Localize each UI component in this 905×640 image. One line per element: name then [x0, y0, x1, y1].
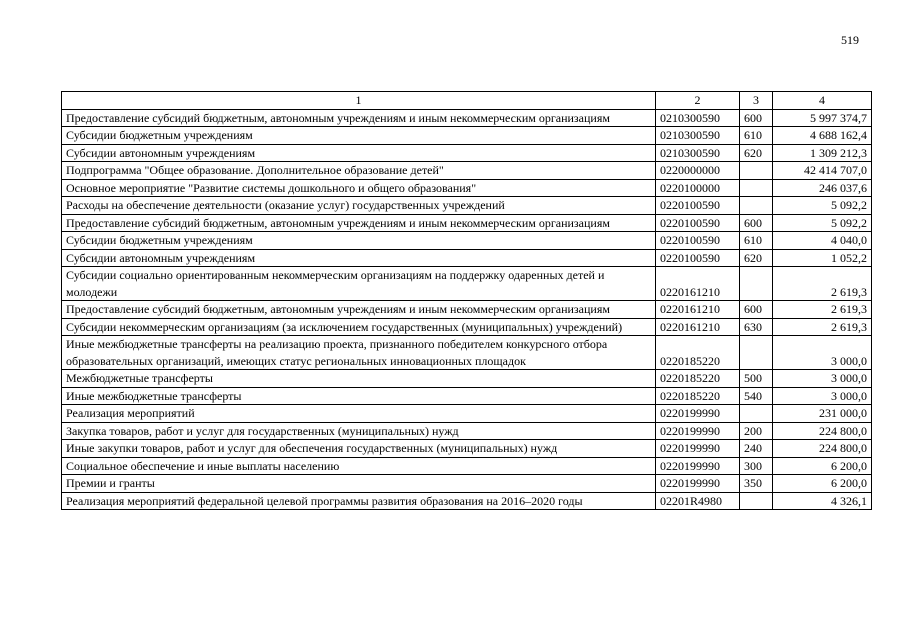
row-name-cell: Подпрограмма "Общее образование. Дополнительное образование детей" — [62, 162, 656, 180]
row-name-cell: Закупка товаров, работ и услуг для государственных (муниципальных) нужд — [62, 422, 656, 440]
row-type-cell: 620 — [740, 249, 773, 267]
table-row — [62, 144, 872, 162]
row-name-cell: Предоставление субсидий бюджетным, автономным учреждениям и иным некоммерческим организациям — [62, 214, 656, 232]
row-type-cell: 200 — [740, 422, 773, 440]
table-row — [62, 214, 872, 232]
row-code-cell: 0220100590 — [656, 197, 740, 215]
row-type-cell: 610 — [740, 232, 773, 250]
row-sum-cell: 6 200,0 — [773, 457, 872, 475]
row-type-cell: 500 — [740, 370, 773, 388]
row-type-cell: 620 — [740, 144, 773, 162]
row-type-cell: 540 — [740, 387, 773, 405]
row-code-cell: 0220161210 — [656, 301, 740, 319]
row-code-cell: 0220199990 — [656, 422, 740, 440]
row-code-cell: 0220100590 — [656, 214, 740, 232]
row-type-cell: 610 — [740, 127, 773, 145]
row-name-cell: Основное мероприятие "Развитие системы дошкольного и общего образования" — [62, 179, 656, 197]
table-row — [62, 387, 872, 405]
row-sum-cell: 4 326,1 — [773, 492, 872, 510]
row-type-cell — [740, 267, 773, 301]
row-name-cell: Субсидии автономным учреждениям — [62, 249, 656, 267]
row-type-cell: 600 — [740, 109, 773, 127]
table-row — [62, 422, 872, 440]
row-code-cell: 0220199990 — [656, 457, 740, 475]
row-code-cell: 0220185220 — [656, 370, 740, 388]
page-number: 519 — [841, 33, 859, 47]
table-row — [62, 370, 872, 388]
header-col-4: 4 — [773, 92, 872, 110]
budget-table-body — [62, 92, 872, 510]
row-type-cell — [740, 492, 773, 510]
row-sum-cell: 2 619,3 — [773, 318, 872, 336]
row-sum-cell: 4 040,0 — [773, 232, 872, 250]
table-row — [62, 336, 872, 370]
row-sum-cell: 246 037,6 — [773, 179, 872, 197]
row-sum-cell: 231 000,0 — [773, 405, 872, 423]
table-row — [62, 232, 872, 250]
row-type-cell — [740, 179, 773, 197]
table-row — [62, 492, 872, 510]
row-sum-cell: 2 619,3 — [773, 267, 872, 301]
row-sum-cell: 5 092,2 — [773, 197, 872, 215]
row-code-cell: 0210300590 — [656, 144, 740, 162]
row-code-cell: 0220199990 — [656, 405, 740, 423]
row-code-cell: 0220100590 — [656, 249, 740, 267]
row-sum-cell: 1 309 212,3 — [773, 144, 872, 162]
row-sum-cell: 3 000,0 — [773, 387, 872, 405]
row-sum-cell: 5 997 374,7 — [773, 109, 872, 127]
row-type-cell — [740, 405, 773, 423]
row-name-cell: Предоставление субсидий бюджетным, автономным учреждениям и иным некоммерческим организациям — [62, 301, 656, 319]
row-name-cell: Реализация мероприятий — [62, 405, 656, 423]
table-row — [62, 197, 872, 215]
row-code-cell: 0210300590 — [656, 109, 740, 127]
row-type-cell: 600 — [740, 301, 773, 319]
row-type-cell — [740, 197, 773, 215]
row-name-cell: Субсидии бюджетным учреждениям — [62, 232, 656, 250]
table-row — [62, 301, 872, 319]
row-code-cell: 0220161210 — [656, 267, 740, 301]
header-col-1: 1 — [62, 92, 656, 110]
table-row — [62, 162, 872, 180]
header-col-2: 2 — [656, 92, 740, 110]
row-name-cell: Иные закупки товаров, работ и услуг для обеспечения государственных (муниципальных) нужд — [62, 440, 656, 458]
row-name-cell: Реализация мероприятий федеральной целевой программы развития образования на 2016–2020 годы — [62, 492, 656, 510]
row-name-cell: Иные межбюджетные трансферты на реализацию проекта, признанного победителем конкурсного отбора образовательных организаций, имеющих статус региональных инновационных площадок — [62, 336, 656, 370]
budget-table — [61, 91, 872, 510]
row-type-cell: 300 — [740, 457, 773, 475]
table-row — [62, 179, 872, 197]
row-type-cell: 350 — [740, 475, 773, 493]
row-name-cell: Социальное обеспечение и иные выплаты населению — [62, 457, 656, 475]
row-sum-cell: 1 052,2 — [773, 249, 872, 267]
row-name-cell: Субсидии социально ориентированным некоммерческим организациям на поддержку одаренных детей и молодежи — [62, 267, 656, 301]
row-sum-cell: 2 619,3 — [773, 301, 872, 319]
row-name-cell: Субсидии некоммерческим организациям (за исключением государственных (муниципальных) учреждений) — [62, 318, 656, 336]
row-type-cell: 240 — [740, 440, 773, 458]
row-code-cell: 0220100590 — [656, 232, 740, 250]
row-code-cell: 0220161210 — [656, 318, 740, 336]
row-name-cell: Премии и гранты — [62, 475, 656, 493]
row-code-cell: 0220100000 — [656, 179, 740, 197]
row-sum-cell: 6 200,0 — [773, 475, 872, 493]
header-row — [62, 92, 872, 110]
row-code-cell: 0220185220 — [656, 387, 740, 405]
table-row — [62, 249, 872, 267]
row-code-cell: 02201R4980 — [656, 492, 740, 510]
table-row — [62, 109, 872, 127]
row-code-cell: 0220199990 — [656, 440, 740, 458]
table-row — [62, 267, 872, 301]
row-type-cell — [740, 336, 773, 370]
row-sum-cell: 42 414 707,0 — [773, 162, 872, 180]
row-code-cell: 0220000000 — [656, 162, 740, 180]
table-row — [62, 405, 872, 423]
row-sum-cell: 5 092,2 — [773, 214, 872, 232]
row-sum-cell: 224 800,0 — [773, 440, 872, 458]
row-sum-cell: 3 000,0 — [773, 336, 872, 370]
table-row — [62, 475, 872, 493]
table-row — [62, 457, 872, 475]
table-row — [62, 318, 872, 336]
row-sum-cell: 3 000,0 — [773, 370, 872, 388]
row-sum-cell: 4 688 162,4 — [773, 127, 872, 145]
row-code-cell: 0210300590 — [656, 127, 740, 145]
row-code-cell: 0220199990 — [656, 475, 740, 493]
row-name-cell: Расходы на обеспечение деятельности (оказание услуг) государственных учреждений — [62, 197, 656, 215]
row-sum-cell: 224 800,0 — [773, 422, 872, 440]
row-name-cell: Иные межбюджетные трансферты — [62, 387, 656, 405]
table-row — [62, 127, 872, 145]
header-col-3: 3 — [740, 92, 773, 110]
row-type-cell: 600 — [740, 214, 773, 232]
row-name-cell: Субсидии автономным учреждениям — [62, 144, 656, 162]
row-name-cell: Субсидии бюджетным учреждениям — [62, 127, 656, 145]
row-code-cell: 0220185220 — [656, 336, 740, 370]
row-type-cell: 630 — [740, 318, 773, 336]
row-name-cell: Межбюджетные трансферты — [62, 370, 656, 388]
table-row — [62, 440, 872, 458]
row-name-cell: Предоставление субсидий бюджетным, автономным учреждениям и иным некоммерческим организациям — [62, 109, 656, 127]
row-type-cell — [740, 162, 773, 180]
